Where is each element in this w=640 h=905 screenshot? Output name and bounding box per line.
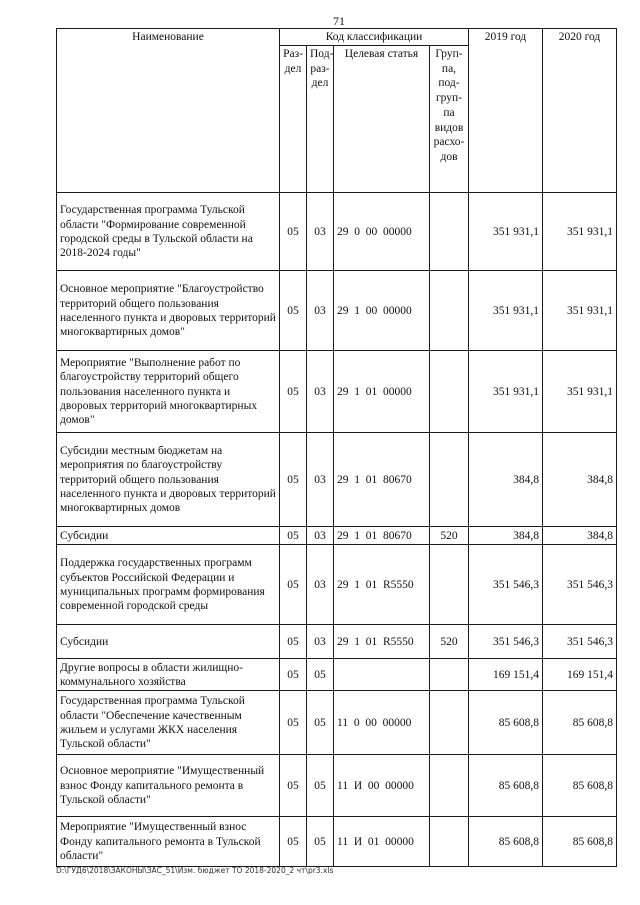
row-subsection: 03 [307, 527, 334, 545]
row-target-article: 29 1 01 00000 [334, 351, 430, 433]
row-value-2020: 351 546,3 [543, 625, 617, 659]
table-row [57, 527, 617, 545]
row-name: Субсидии [57, 527, 280, 545]
row-value-2020: 351 546,3 [543, 545, 617, 625]
row-section: 05 [280, 817, 307, 867]
row-target-article: 29 1 01 80670 [334, 433, 430, 527]
row-value-2019: 85 608,8 [469, 755, 543, 817]
row-value-2020: 384,8 [543, 433, 617, 527]
row-expense-group [430, 755, 469, 817]
row-section: 05 [280, 351, 307, 433]
row-expense-group [430, 817, 469, 867]
row-value-2020: 169 151,4 [543, 659, 617, 691]
header-expense-group: Груп- па, под- груп- па видов расхо- дов [430, 46, 469, 193]
row-value-2019: 85 608,8 [469, 817, 543, 867]
row-expense-group [430, 433, 469, 527]
row-value-2020: 85 608,8 [543, 755, 617, 817]
header-classification: Код классификации [280, 29, 469, 46]
table-row [57, 817, 617, 867]
row-value-2020: 351 931,1 [543, 271, 617, 351]
row-expense-group [430, 193, 469, 271]
row-subsection: 05 [307, 691, 334, 755]
row-section: 05 [280, 545, 307, 625]
row-value-2019: 85 608,8 [469, 691, 543, 755]
page-number: 71 [333, 14, 345, 28]
row-subsection: 03 [307, 545, 334, 625]
row-section: 05 [280, 193, 307, 271]
row-expense-group [430, 545, 469, 625]
row-section: 05 [280, 433, 307, 527]
row-name: Государственная программа Тульской области "Формирование современной городской среды в Тульской области на 2018-2024 годы" [57, 193, 280, 271]
row-name: Мероприятие "Выполнение работ по благоустройству территорий общего пользования населенного пункта и дворовых территорий многоквартирных домов" [57, 351, 280, 433]
row-value-2020: 384,8 [543, 527, 617, 545]
row-expense-group [430, 691, 469, 755]
row-value-2019: 351 931,1 [469, 351, 543, 433]
table-row [57, 433, 617, 527]
row-target-article: 29 1 01 R5550 [334, 545, 430, 625]
row-target-article: 29 1 01 R5550 [334, 625, 430, 659]
row-subsection: 05 [307, 659, 334, 691]
row-value-2019: 169 151,4 [469, 659, 543, 691]
row-name: Основное мероприятие "Имущественный взнос Фонду капитального ремонта в Тульской области" [57, 755, 280, 817]
row-section: 05 [280, 659, 307, 691]
row-target-article: 29 1 00 00000 [334, 271, 430, 351]
row-expense-group: 520 [430, 625, 469, 659]
header-year-2020: 2020 год [543, 29, 617, 193]
row-expense-group: 520 [430, 527, 469, 545]
row-name: Субсидии [57, 625, 280, 659]
row-target-article: 29 1 01 80670 [334, 527, 430, 545]
table-row [57, 625, 617, 659]
row-subsection: 03 [307, 351, 334, 433]
row-subsection: 03 [307, 193, 334, 271]
header-section: Раз- дел [280, 46, 307, 193]
row-expense-group [430, 351, 469, 433]
table-row [57, 271, 617, 351]
row-name: Государственная программа Тульской области "Обеспечение качественным жильем и услугами ЖКХ населения Тульской области" [57, 691, 280, 755]
row-name: Другие вопросы в области жилищно-коммунального хозяйства [57, 659, 280, 691]
row-subsection: 03 [307, 433, 334, 527]
row-name: Мероприятие "Имущественный взнос Фонду капитального ремонта в Тульской области" [57, 817, 280, 867]
table-row [57, 659, 617, 691]
table-row [57, 545, 617, 625]
header-subsection: Под- раз- дел [307, 46, 334, 193]
file-path-footer: D:\ГУД6\2018\ЗАКОНЫ\ЗАС_51\Изм. бюджет ТО 2018-2020_2 чт\pr3.xls [56, 866, 334, 875]
header-name: Наименование [57, 29, 280, 193]
row-value-2020: 85 608,8 [543, 691, 617, 755]
row-target-article [334, 659, 430, 691]
row-value-2019: 351 931,1 [469, 193, 543, 271]
row-name: Субсидии местным бюджетам на мероприятия по благоустройству территорий общего пользования населенного пункта и дворовых территорий многоквартирных домов [57, 433, 280, 527]
row-section: 05 [280, 691, 307, 755]
row-value-2019: 351 546,3 [469, 625, 543, 659]
row-section: 05 [280, 755, 307, 817]
row-value-2019: 384,8 [469, 433, 543, 527]
row-target-article: 11 И 00 00000 [334, 755, 430, 817]
row-value-2020: 351 931,1 [543, 351, 617, 433]
row-expense-group [430, 271, 469, 351]
row-value-2020: 351 931,1 [543, 193, 617, 271]
budget-table [56, 28, 617, 867]
row-subsection: 03 [307, 271, 334, 351]
row-target-article: 11 И 01 00000 [334, 817, 430, 867]
table-row [57, 691, 617, 755]
row-section: 05 [280, 625, 307, 659]
row-value-2019: 384,8 [469, 527, 543, 545]
table-row [57, 351, 617, 433]
row-section: 05 [280, 271, 307, 351]
table-row [57, 755, 617, 817]
row-target-article: 29 0 00 00000 [334, 193, 430, 271]
row-value-2019: 351 931,1 [469, 271, 543, 351]
row-target-article: 11 0 00 00000 [334, 691, 430, 755]
row-subsection: 05 [307, 755, 334, 817]
row-section: 05 [280, 527, 307, 545]
row-subsection: 03 [307, 625, 334, 659]
row-name: Поддержка государственных программ субъектов Российской Федерации и муниципальных программ формирования современной городской среды [57, 545, 280, 625]
row-value-2019: 351 546,3 [469, 545, 543, 625]
table-row [57, 193, 617, 271]
row-name: Основное мероприятие "Благоустройство территорий общего пользования населенного пункта и дворовых территорий многоквартирных домов" [57, 271, 280, 351]
row-subsection: 05 [307, 817, 334, 867]
row-value-2020: 85 608,8 [543, 817, 617, 867]
header-year-2019: 2019 год [469, 29, 543, 193]
row-expense-group [430, 659, 469, 691]
header-target-article: Целевая статья [334, 46, 430, 193]
